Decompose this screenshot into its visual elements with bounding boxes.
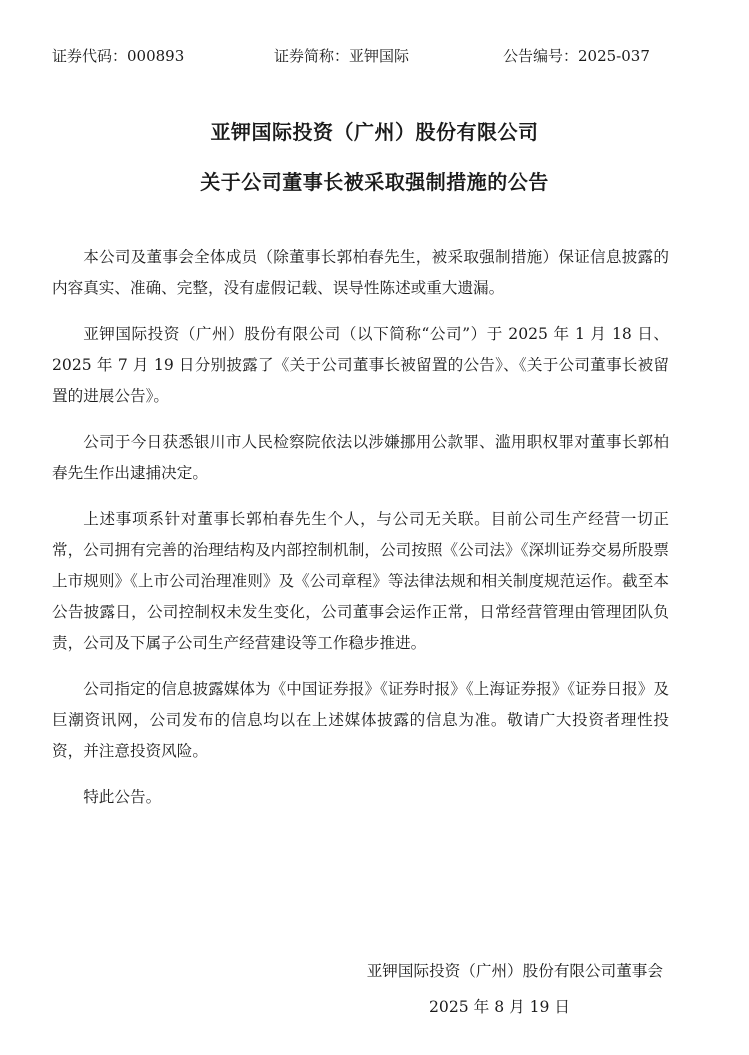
paragraph-guarantee: 本公司及董事会全体成员（除董事长郭柏春先生，被采取强制措施）保证信息披露的内容真实、准确、完整，没有虚假记载、误导性陈述或重大遗漏。 xyxy=(52,248,669,297)
signature-date: 2025 年 8 月 19 日 xyxy=(429,998,571,1016)
paragraph-media: 公司指定的信息披露媒体为《中国证券报》《证券时报》《上海证券报》《证券日报》及巨潮资讯网，公司发布的信息均以在上述媒体披露的信息为准。敬请广大投资者理性投资，并注意投资风险。 xyxy=(52,680,669,760)
announcement-title: 关于公司董事长被采取强制措施的公告 xyxy=(200,170,549,194)
paragraph-operations: 上述事项系针对董事长郭柏春先生个人，与公司无关联。目前公司生产经营一切正常，公司拥有完善的治理结构及内部控制机制，公司按照《公司法》《深圳证券交易所股票上市规则》《上市公司治理准则》及《公司章程》等法律法规和相关制度规范运作。截至本公告披露日，公司控制权未发生变化，公司董事会运作正常，日常经营管理由管理团队负责，公司及下属子公司生产经营建设等工作稳步推进。 xyxy=(52,510,669,652)
paragraph-background: 亚钾国际投资（广州）股份有限公司（以下简称“公司”）于 2025 年 1 月 18 日、2025 年 7 月 19 日分别披露了《关于公司董事长被留置的公告》、《关于公司董事长被留置的进展公告》。 xyxy=(52,325,669,405)
paragraph-arrest-decision: 公司于今日获悉银川市人民检察院依法以涉嫌挪用公款罪、滥用职权罪对董事长郭柏春先生作出逮捕决定。 xyxy=(52,433,669,482)
announcement-body xyxy=(52,242,669,828)
paragraph-closing: 特此公告。 xyxy=(83,788,162,806)
security-abbreviation: 证券简称：亚钾国际 xyxy=(274,47,410,65)
security-code: 证券代码：000893 xyxy=(52,47,185,65)
signature-organization: 亚钾国际投资（广州）股份有限公司董事会 xyxy=(366,962,663,980)
document-header xyxy=(52,44,662,68)
company-title: 亚钾国际投资（广州）股份有限公司 xyxy=(210,120,539,144)
announcement-number: 公告编号：2025-037 xyxy=(503,47,650,65)
